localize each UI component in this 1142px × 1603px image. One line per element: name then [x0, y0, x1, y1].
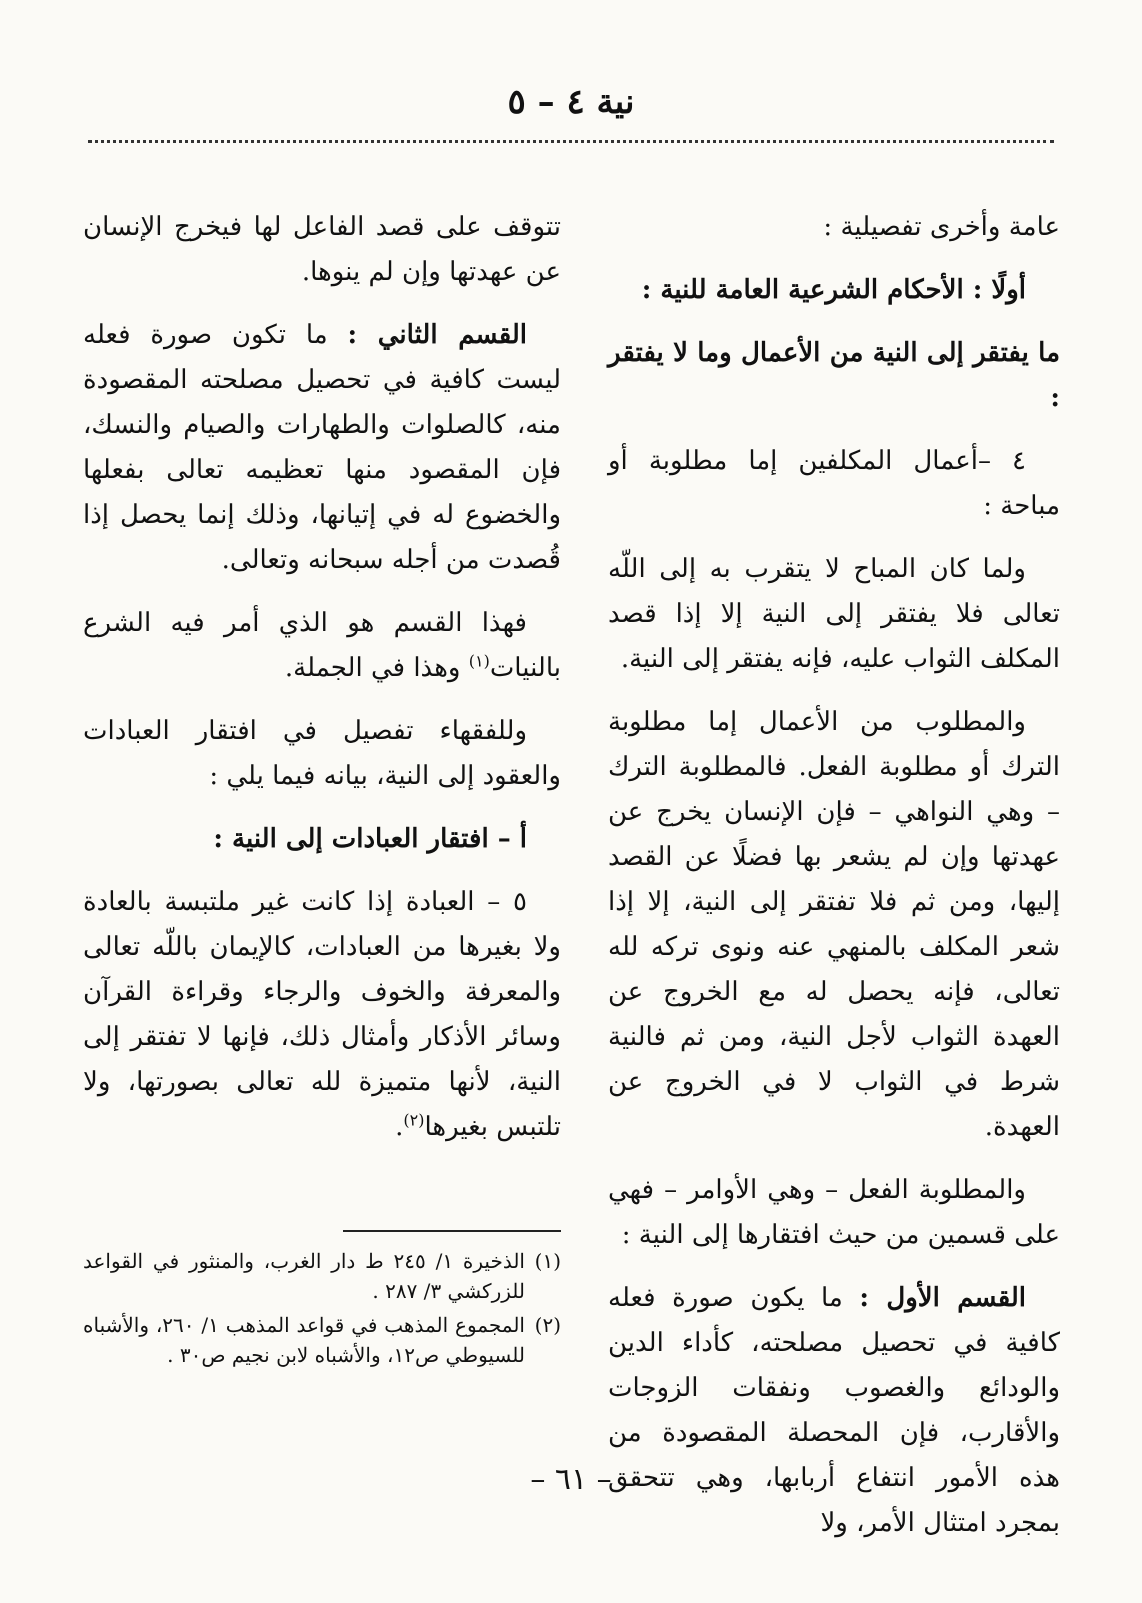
section-heading-ibadat: أ – افتقار العبادات إلى النية : [213, 824, 527, 854]
paragraph-awamir: والمطلوبة الفعل – وهي الأوامر – فهي على قسمين من حيث افتقارها إلى النية : [608, 1175, 1060, 1250]
paragraph-second-part [83, 313, 561, 583]
footnote-number: (٢) [534, 1313, 561, 1337]
paragraph-5-end: . [395, 1112, 404, 1142]
paragraph-matloob: والمطلوب من الأعمال إما مطلوبة الترك أو مطلوبة الفعل. فالمطلوبة الترك – وهي النواهي – فإن الإنسان يخرج عن عهدتها وإن لم يشعر بها فضلًا عن القصد إليها، ومن ثم فلا تفتقر إلى النية، إلا إذا شعر المكلف بالمنهي عنه ونوى تركه لله تعالى، فإنه يحصل له مع الخروج عن العهدة الثواب لأجل النية، ومن ثم فالنية شرط في الثواب لا في الخروج عن العهدة. [608, 707, 1060, 1142]
paragraph-mubah: ولما كان المباح لا يتقرب به إلى اللّه تعالى فلا يفتقر إلى النية إلا إذا قصد المكلف الثواب عليه، فإنه يفتقر إلى النية. [608, 554, 1060, 674]
footnote-text: الذخيرة ١/ ٢٤٥ ط دار الغرب، والمنثور في القواعد للزركشي ٣/ ٢٨٧ . [83, 1249, 525, 1303]
second-part-text: ما تكون صورة فعله ليست كافية في تحصيل مصلحته المقصودة منه، كالصلوات والطهارات والصيام والنسك، فإن المقصود منها تعظيمه تعالى بفعلها والخضوع له في إتيانها، وذلك إنما يحصل إذا قُصدت من أجله سبحانه وتعالى. [83, 320, 561, 575]
header-divider [88, 140, 1054, 143]
paragraph-first-part [608, 1276, 1060, 1546]
section-heading-requirement: ما يفتقر إلى النية من الأعمال وما لا يفتقر : [608, 338, 1060, 413]
paragraph-5-text: ٥ – العبادة إذا كانت غير ملتبسة بالعادة ولا بغيرها من العبادات، كالإيمان باللّه تعالى والمعرفة والخوف والرجاء وقراءة القرآن وسائر الأذكار وأمثال ذلك، فإنها لا تفتقر إلى النية، لأنها متميزة لله تعالى بصورتها، ولا تلتبس بغيرها [83, 887, 561, 1142]
page-header: نية ٤ – ٥ [507, 82, 635, 122]
footnote-number: (١) [534, 1249, 561, 1273]
paragraph-niyyat [83, 601, 561, 691]
first-part-text: ما يكون صورة فعله كافية في تحصيل مصلحته، كأداء الدين والودائع والغصوب ونفقات الزوجات والأقارب، فإن المحصلة المقصودة من هذه الأمور انتفاع أربابها، وهي تتحقق بمجرد امتثال الأمر، ولا [608, 1283, 1060, 1538]
section-heading-general: أولًا : الأحكام الشرعية العامة للنية : [641, 275, 1026, 305]
paragraph-continuation: تتوقف على قصد الفاعل لها فيخرج الإنسان عن عهدتها وإن لم ينوها. [83, 212, 561, 287]
footnote-text: المجموع المذهب في قواعد المذهب ١/ ٢٦٠، والأشباه للسيوطي ص١٢، والأشباه لابن نجيم ص٣٠ . [83, 1313, 525, 1367]
paragraph-4: ٤ –أعمال المكلفين إما مطلوبة أو مباحة : [608, 446, 1060, 521]
footnote-ref-2[interactable]: (٢) [403, 1110, 425, 1130]
paragraph-5 [83, 880, 561, 1150]
right-column [608, 205, 1060, 1564]
left-column [83, 205, 561, 1168]
footnotes [83, 1246, 561, 1374]
niyyat-text: فهذا القسم هو الذي أمر فيه الشرع بالنيات [83, 608, 561, 683]
niyyat-end: وهذا في الجملة. [284, 653, 469, 683]
footnote-divider [343, 1230, 561, 1232]
footnote-2 [83, 1310, 561, 1370]
footnote-ref-1[interactable]: (١) [468, 651, 490, 671]
first-part-label: القسم الأول : [859, 1283, 1027, 1313]
second-part-label: القسم الثاني : [347, 320, 527, 350]
page-number: – ٦١ – [530, 1462, 612, 1497]
paragraph-fuqaha: وللفقهاء تفصيل في افتقار العبادات والعقود إلى النية، بيانه فيما يلي : [83, 716, 561, 791]
footnote-1 [83, 1246, 561, 1306]
intro-line: عامة وأخرى تفصيلية : [823, 212, 1060, 242]
